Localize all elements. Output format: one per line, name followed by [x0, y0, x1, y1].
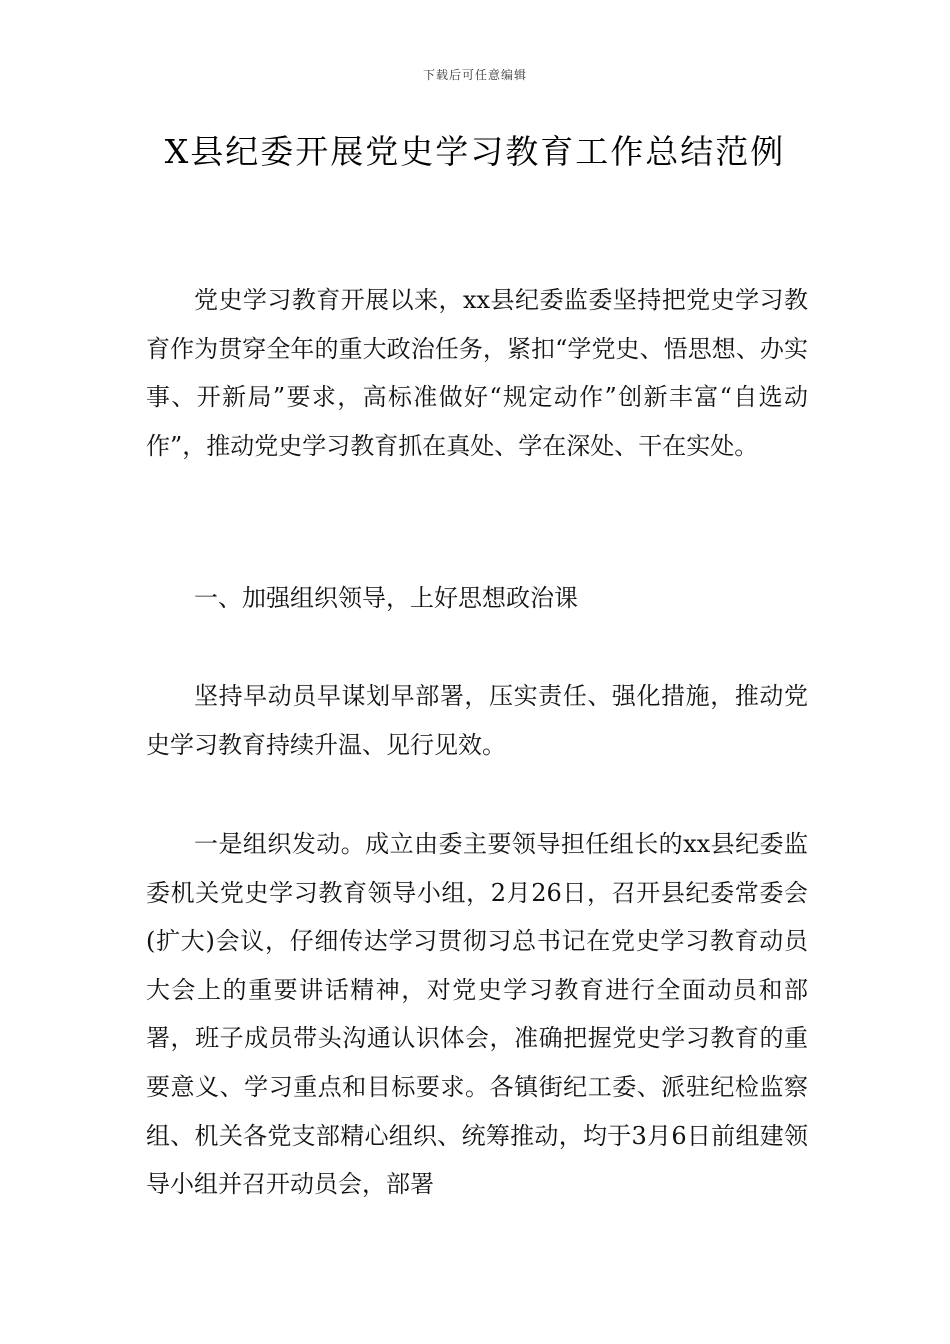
section-heading: 一、加强组织领导，上好思想政治课 [194, 584, 578, 612]
header-note: 下载后可任意编辑 [422, 68, 527, 82]
intro-paragraph: 党史学习教育开展以来，xx县纪委监委坚持把党史学习教育作为贯穿全年的重大政治任务，紧扣“学党史、悟思想、办实事、开新局”要求，高标准做好“规定动作”创新丰富“自选动作”，推动党史学习教育抓在真处、学在深处、干在实处。 [146, 286, 808, 460]
document-title: X县纪委开展党史学习教育工作总结范例 [164, 132, 786, 171]
organization-paragraph: 一是组织发动。成立由委主要领导担任组长的xx县纪委监委机关党史学习教育领导小组，2月26日，召开县纪委常委会(扩大)会议，仔细传达学习贯彻习总书记在党史学习教育动员大会上的重要讲话精神，对党史学习教育进行全面动员和部署，班子成员带头沟通认识体会，准确把握党史学习教育的重要意义、学习重点和目标要求。各镇街纪工委、派驻纪检监察组、机关各党支部精心组织、统筹推动，均于3月6日前组建领导小组并召开动员会，部署 [146, 830, 808, 1199]
section-intro-paragraph: 坚持早动员早谋划早部署，压实责任、强化措施，推动党史学习教育持续升温、见行见效。 [146, 682, 808, 759]
